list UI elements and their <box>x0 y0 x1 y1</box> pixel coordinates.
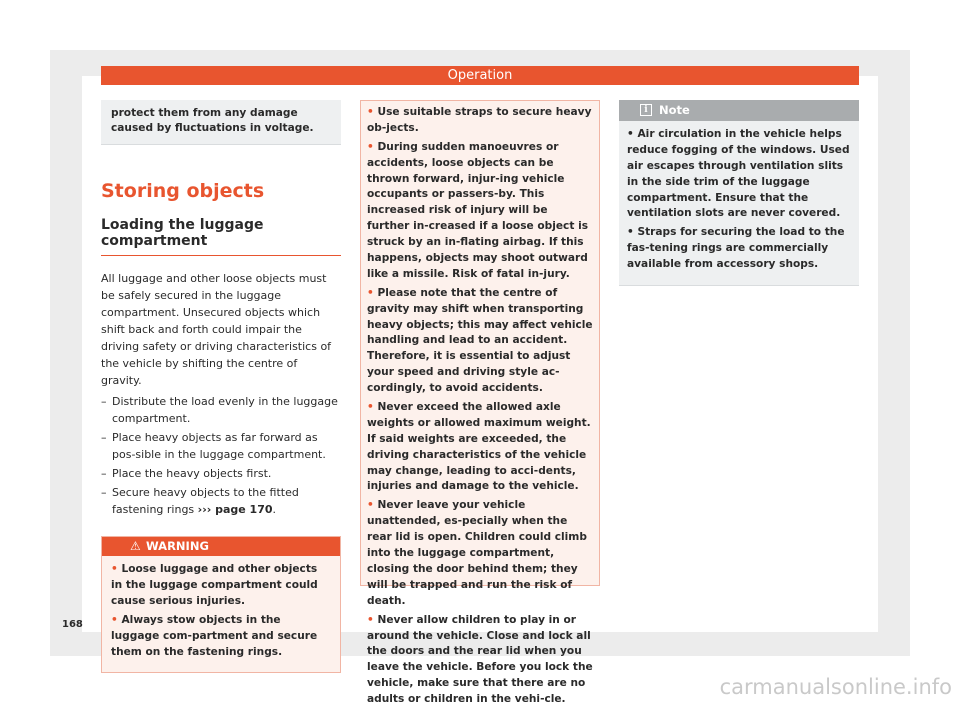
note-header <box>619 100 859 121</box>
bullet-icon: • <box>367 286 374 299</box>
bullet-icon: • <box>367 613 374 626</box>
watermark: carmanualsonline.info <box>719 675 952 699</box>
list-item <box>111 562 331 610</box>
list-item <box>101 484 341 518</box>
list-item <box>367 400 593 495</box>
column-left <box>101 100 341 673</box>
warning-continuation-box <box>360 100 600 706</box>
bullet-icon: • <box>367 106 374 118</box>
bullet-icon: • <box>367 499 374 512</box>
intro-box: protect them from any damage caused by fluctuations in voltage. <box>101 100 341 145</box>
section-header: Operation <box>101 66 859 85</box>
info-icon: i <box>640 104 652 116</box>
list-item-text: Secure heavy objects to the fitted fastening rings <box>112 486 299 517</box>
list-item: – Distribute the load evenly in the luggage compartment. <box>101 393 341 427</box>
note-box <box>619 100 859 286</box>
list-item <box>627 225 851 273</box>
warning-triangle-icon: ⚠ <box>130 539 141 554</box>
list-item-text: Never leave your vehicle unattended, es-pecially when the rear lid is open. Children could climb into the luggage compartment, closing the door behind them; they will be trapped and run the risk of death. <box>367 499 587 607</box>
list-item <box>367 286 593 397</box>
list-item <box>367 498 593 609</box>
list-item: – Place the heavy objects first. <box>101 465 341 482</box>
list-item <box>367 105 593 137</box>
list-item <box>627 127 851 222</box>
list-item-suffix: . <box>272 503 277 517</box>
list-item-text: Please note that the centre of gravity may shift when transporting heavy objects; this may affect vehicle handling and lead to an accident. Therefore, it is essential to adjust your speed and driving style ac-cordingly, to avoid accidents. <box>367 286 593 395</box>
list-item-text: Air circulation in the vehicle helps reduce fogging of the windows. Used air escapes through ventilation slits in the side trim of the luggage compartment. Ensure that the ventilation slots are never covered. <box>627 128 850 220</box>
list-item-text: During sudden manoeuvres or accidents, loose objects can be thrown forward, injur-ing vehicle occupants or passers-by. This increased risk of injury will be further in-creased if a loose object is struck by an in-flating airbag. If this happens, objects may shoot outward like a missile. Risk of fatal in-jury. <box>367 140 589 280</box>
bullet-icon: • <box>111 614 118 627</box>
list-item-text: Never exceed the allowed axle weights or allowed maximum weight. If said weights are exceeded, the driving characteristics of the vehicle may change, leading to acci-dents, injuries and damage to the vehicle. <box>367 401 591 493</box>
list-item-text: Straps for securing the load to the fas-tening rings are commercially available from accessory shops. <box>627 226 845 271</box>
warning-header <box>102 537 340 556</box>
column-right <box>619 100 859 286</box>
list-item <box>367 140 593 283</box>
warning-box <box>101 536 341 672</box>
list-item <box>367 613 593 708</box>
steps-list <box>101 393 341 518</box>
warning-body <box>102 556 340 671</box>
list-item-text: Always stow objects in the luggage com-partment and secure them on the fastening rings. <box>111 614 318 658</box>
page-link[interactable]: ››› page 170 <box>197 503 273 517</box>
bullet-icon: • <box>367 140 374 153</box>
note-label: Note <box>659 103 690 117</box>
list-item: – Place heavy objects as far forward as pos-sible in the luggage compartment. <box>101 429 341 463</box>
column-middle <box>360 100 600 706</box>
bullet-icon: • <box>627 226 634 239</box>
page-title: Storing objects <box>101 179 265 202</box>
list-item-text: Never allow children to play in or around the vehicle. Close and lock all the doors and the rear lid when you leave the vehicle. Before you lock the vehicle, make sure that there are no adults or children in the vehi-cle. <box>367 613 593 706</box>
body-paragraph: All luggage and other loose objects must be safely secured in the luggage compartment. Unsecured objects which shift back and forth could impair the driving safety or driving characteristics of the vehicle by shifting the centre of gravity. <box>101 271 332 387</box>
warning-label: WARNING <box>146 539 209 554</box>
section-subtitle: Loading the luggage compartment <box>101 217 341 256</box>
list-item <box>111 613 331 661</box>
list-item-text: Use suitable straps to secure heavy ob-jects. <box>367 106 592 134</box>
note-body <box>619 121 859 285</box>
page-number: 168 <box>62 619 83 630</box>
bullet-icon: • <box>627 128 634 140</box>
list-item-text: Loose luggage and other objects in the luggage compartment could cause serious injuries. <box>111 563 318 608</box>
bullet-icon: • <box>367 401 374 414</box>
bullet-icon: • <box>111 563 118 576</box>
